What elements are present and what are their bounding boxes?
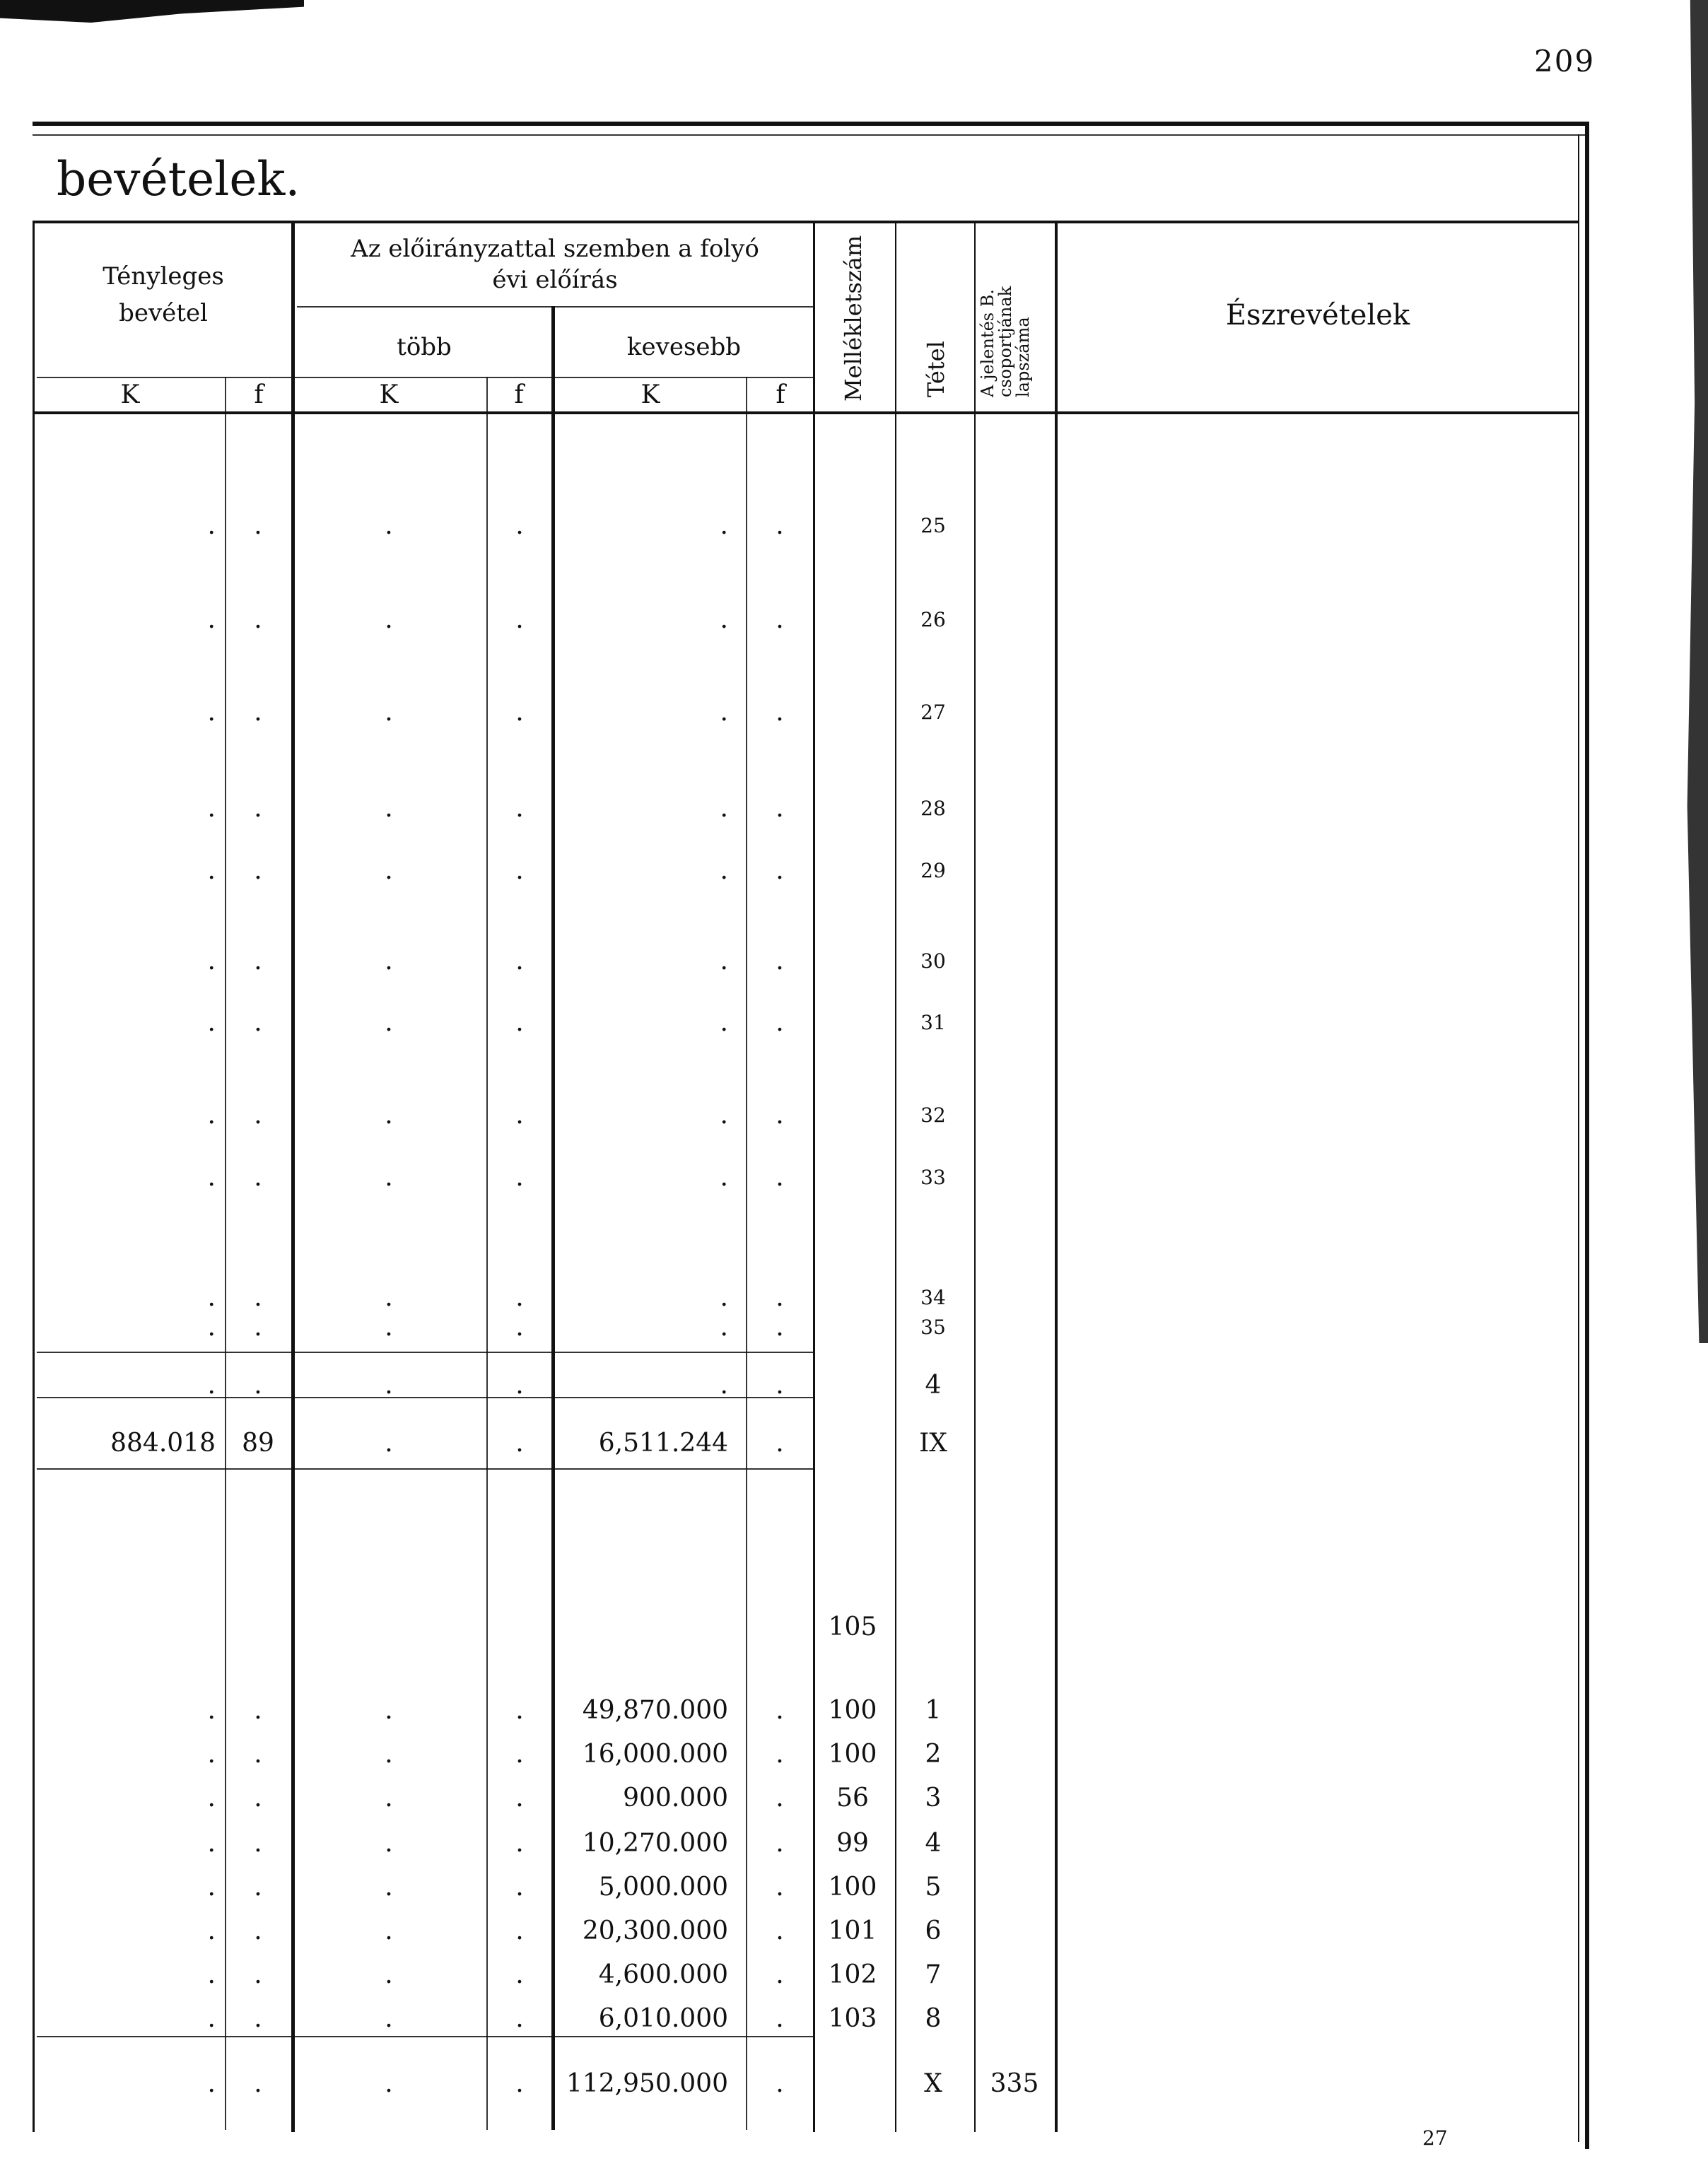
cell-tetel: 3: [925, 1784, 942, 1813]
cell-mell: 103: [828, 2004, 877, 2033]
cell-bk: .: [385, 1916, 393, 1945]
cell-tetel: 7: [925, 1960, 942, 1989]
cell-kf: .: [776, 1283, 784, 1312]
cell-bf: .: [515, 1960, 524, 1989]
cell-tk: .: [207, 1371, 216, 1400]
header-tetel: Tétel: [923, 341, 949, 397]
cell-bf: .: [515, 2069, 524, 2098]
cell-bf: .: [515, 1101, 524, 1130]
cell-tf: .: [254, 698, 262, 727]
cell-tk: .: [207, 1313, 216, 1342]
right-border-inner: [1578, 134, 1579, 2142]
right-border: [1585, 122, 1589, 2149]
cell-mell: 100: [828, 1873, 877, 1902]
top-rule: [33, 122, 1585, 126]
cell-bk: .: [385, 1873, 393, 1902]
cell-kf: .: [776, 1696, 784, 1725]
cell-tf: .: [254, 1740, 262, 1769]
cell-bk: .: [385, 2004, 393, 2033]
cell-tf: 89: [242, 1429, 274, 1458]
cell-bf: .: [515, 1313, 524, 1342]
cell-tetel: 4: [925, 1371, 942, 1400]
col-line-mell: [813, 223, 815, 2132]
cell-kf: .: [776, 1916, 784, 1945]
cell-tetel: X: [924, 2069, 942, 2098]
cell-tk: .: [207, 1873, 216, 1902]
col-line-lap: [974, 223, 976, 2132]
cell-kk: 10,270.000: [582, 1829, 728, 1858]
cell-kk: .: [720, 698, 728, 727]
unit-k-tobb: K: [379, 380, 399, 409]
cell-tk: .: [207, 1829, 216, 1858]
units-rule: [37, 377, 813, 378]
col-line-tetel: [895, 223, 896, 2132]
cell-bf: .: [515, 1283, 524, 1312]
cell-tk: .: [207, 1008, 216, 1037]
cell-kf: .: [776, 1960, 784, 1989]
cell-tetel: 32: [920, 1103, 946, 1127]
cell-kk: 6,010.000: [598, 2004, 728, 2033]
cell-bf: .: [515, 1163, 524, 1192]
cell-kk: 4,600.000: [598, 1960, 728, 1989]
cell-tk: .: [207, 1784, 216, 1813]
cell-bf: .: [515, 1429, 524, 1458]
cell-mell: 101: [828, 1916, 877, 1945]
cell-tetel: 30: [920, 949, 946, 973]
cell-tk: .: [207, 856, 216, 885]
page-title: bevételek.: [57, 152, 300, 206]
cell-kf: .: [776, 1740, 784, 1769]
sum-rule-3: [37, 1468, 813, 1470]
unit-f-tenyleges: f: [254, 380, 264, 409]
cell-mell: 105: [828, 1612, 877, 1641]
cell-bf: .: [515, 1008, 524, 1037]
cell-mell: 102: [828, 1960, 877, 1989]
cell-kk: .: [720, 947, 728, 976]
cell-tk: .: [207, 1916, 216, 1945]
cell-tf: .: [254, 1873, 262, 1902]
cell-bf: .: [515, 511, 524, 540]
cell-bf: .: [515, 1371, 524, 1400]
header-kevesebb: kevesebb: [626, 333, 742, 361]
cell-kf: .: [776, 794, 784, 823]
cell-tf: .: [254, 605, 262, 634]
cell-tk: .: [207, 794, 216, 823]
cell-tk: .: [207, 1283, 216, 1312]
cell-bk: .: [385, 1696, 393, 1725]
cell-bk: .: [385, 511, 393, 540]
cell-bk: .: [385, 1740, 393, 1769]
cell-tf: .: [254, 1829, 262, 1858]
cell-kk: .: [720, 856, 728, 885]
cell-kf: .: [776, 511, 784, 540]
cell-tf: .: [254, 1313, 262, 1342]
cell-kf: .: [776, 1371, 784, 1400]
cell-tf: .: [254, 2069, 262, 2098]
cell-kf: .: [776, 1784, 784, 1813]
cell-tf: .: [254, 1101, 262, 1130]
cell-kk: .: [720, 1163, 728, 1192]
cell-tf: .: [254, 1371, 262, 1400]
cell-bf: .: [515, 1916, 524, 1945]
cell-kf: .: [776, 1429, 784, 1458]
cell-bf: .: [515, 698, 524, 727]
cell-tf: .: [254, 1283, 262, 1312]
cell-kf: .: [776, 1008, 784, 1037]
cell-kf: .: [776, 2004, 784, 2033]
cell-kf: .: [776, 1873, 784, 1902]
col-line-tf: [225, 377, 226, 2130]
cell-kk: .: [720, 605, 728, 634]
cell-bk: .: [385, 605, 393, 634]
cell-tetel: 1: [925, 1696, 942, 1725]
cell-tetel: 2: [925, 1740, 942, 1769]
cell-kk: .: [720, 1283, 728, 1312]
cell-bk: .: [385, 1163, 393, 1192]
cell-tk: .: [207, 947, 216, 976]
cell-lap: 335: [990, 2069, 1039, 2098]
unit-k-tenyleges: K: [120, 380, 140, 409]
cell-tf: .: [254, 856, 262, 885]
cell-tetel: 8: [925, 2004, 942, 2033]
header-eszrevetelek: Észrevételek: [1225, 299, 1410, 332]
cell-tf: .: [254, 511, 262, 540]
scan-edge-right: [1678, 0, 1708, 1343]
cell-mell: 100: [828, 1740, 877, 1769]
cell-tf: .: [254, 1163, 262, 1192]
cell-tetel: 31: [920, 1011, 946, 1034]
header-tobb: több: [397, 333, 452, 361]
col-line-bf: [486, 377, 488, 2130]
cell-tetel: 6: [925, 1916, 942, 1945]
cell-kk: .: [720, 1101, 728, 1130]
cell-bk: .: [385, 794, 393, 823]
cell-kf: .: [776, 605, 784, 634]
cell-tk: .: [207, 1960, 216, 1989]
header-bottom-rule: [33, 411, 1578, 414]
cell-tk: .: [207, 605, 216, 634]
cell-tetel: IX: [919, 1429, 947, 1458]
cell-tetel: 28: [920, 797, 946, 820]
cell-tetel: 4: [925, 1829, 942, 1858]
cell-kk: 900.000: [623, 1784, 728, 1813]
cell-bk: .: [385, 1008, 393, 1037]
cell-bf: .: [515, 1829, 524, 1858]
cell-tf: .: [254, 1696, 262, 1725]
cell-kf: .: [776, 2069, 784, 2098]
cell-tk: .: [207, 1163, 216, 1192]
cell-tetel: 26: [920, 608, 946, 631]
cell-bf: .: [515, 1696, 524, 1725]
cell-tf: .: [254, 2004, 262, 2033]
cell-tk: .: [207, 1101, 216, 1130]
cell-tk: .: [207, 2069, 216, 2098]
col-line-eszrevetel: [1055, 223, 1058, 2132]
header-mellekletszam: Mellékletszám: [840, 235, 867, 402]
col-line-kevesebb: [551, 306, 555, 2130]
cell-kk: 5,000.000: [598, 1873, 728, 1902]
cell-bk: .: [385, 1429, 393, 1458]
cell-tetel: 5: [925, 1873, 942, 1902]
cell-tetel: 27: [920, 701, 946, 724]
header-top-rule: [33, 221, 1578, 223]
cell-kf: .: [776, 698, 784, 727]
cell-kk: 49,870.000: [582, 1696, 728, 1725]
cell-tk: .: [207, 511, 216, 540]
cell-kf: .: [776, 1313, 784, 1342]
sum-rule-4: [37, 2036, 813, 2037]
cell-kf: .: [776, 1829, 784, 1858]
cell-bk: .: [385, 1283, 393, 1312]
cell-tetel: 34: [920, 1286, 946, 1309]
cell-kk: 6,511.244: [598, 1429, 728, 1458]
cell-bk: .: [385, 1784, 393, 1813]
cell-bk: .: [385, 698, 393, 727]
cell-tetel: 35: [920, 1316, 946, 1339]
unit-f-tobb: f: [514, 380, 524, 409]
cell-tetel: 33: [920, 1166, 946, 1189]
cell-kf: .: [776, 856, 784, 885]
header-tenyleges: Tényleges bevétel: [103, 262, 224, 327]
cell-kk: 20,300.000: [582, 1916, 728, 1945]
cell-bk: .: [385, 856, 393, 885]
col-line-tobb: [291, 223, 295, 2132]
cell-bk: .: [385, 1960, 393, 1989]
cell-tk: 884.018: [110, 1429, 216, 1458]
cell-bf: .: [515, 1873, 524, 1902]
cell-kf: .: [776, 1101, 784, 1130]
cell-bk: .: [385, 1101, 393, 1130]
cell-bf: .: [515, 2004, 524, 2033]
unit-f-kevesebb: f: [776, 380, 785, 409]
col-line-left: [33, 223, 35, 2132]
cell-bf: .: [515, 794, 524, 823]
cell-tetel: 25: [920, 514, 946, 537]
cell-kk: .: [720, 1313, 728, 1342]
cell-kk: .: [720, 1008, 728, 1037]
cell-bk: .: [385, 2069, 393, 2098]
cell-bf: .: [515, 856, 524, 885]
cell-kk: 16,000.000: [582, 1740, 728, 1769]
cell-tf: .: [254, 794, 262, 823]
cell-mell: 56: [836, 1784, 869, 1813]
cell-bf: .: [515, 1740, 524, 1769]
cell-bk: .: [385, 1829, 393, 1858]
cell-tf: .: [254, 1784, 262, 1813]
scan-edge-top: [0, 0, 304, 23]
cell-tk: .: [207, 2004, 216, 2033]
cell-kk: .: [720, 794, 728, 823]
footer-number: 27: [1422, 2126, 1448, 2150]
cell-bk: .: [385, 947, 393, 976]
cell-kf: .: [776, 947, 784, 976]
cell-kk: .: [720, 1371, 728, 1400]
header-eloiranyzat: Az előirányzattal szemben a folyó évi előírás: [351, 235, 759, 294]
cell-tk: .: [207, 1740, 216, 1769]
cell-tf: .: [254, 1916, 262, 1945]
unit-k-kevesebb: K: [640, 380, 660, 409]
page-number: 209: [1534, 44, 1596, 78]
cell-tetel: 29: [920, 859, 946, 882]
cell-kk: 112,950.000: [566, 2069, 728, 2098]
top-rule-thin: [33, 134, 1585, 136]
col-line-kf: [746, 377, 747, 2130]
cell-bk: .: [385, 1313, 393, 1342]
sum-rule-1: [37, 1352, 813, 1353]
cell-bf: .: [515, 1784, 524, 1813]
header-sub-rule: [297, 306, 813, 308]
cell-kk: .: [720, 511, 728, 540]
cell-tk: .: [207, 1696, 216, 1725]
cell-mell: 99: [836, 1829, 869, 1858]
cell-tk: .: [207, 698, 216, 727]
cell-tf: .: [254, 1008, 262, 1037]
cell-bf: .: [515, 605, 524, 634]
cell-bf: .: [515, 947, 524, 976]
cell-kf: .: [776, 1163, 784, 1192]
cell-tf: .: [254, 947, 262, 976]
cell-mell: 100: [828, 1696, 877, 1725]
cell-bk: .: [385, 1371, 393, 1400]
cell-tf: .: [254, 1960, 262, 1989]
